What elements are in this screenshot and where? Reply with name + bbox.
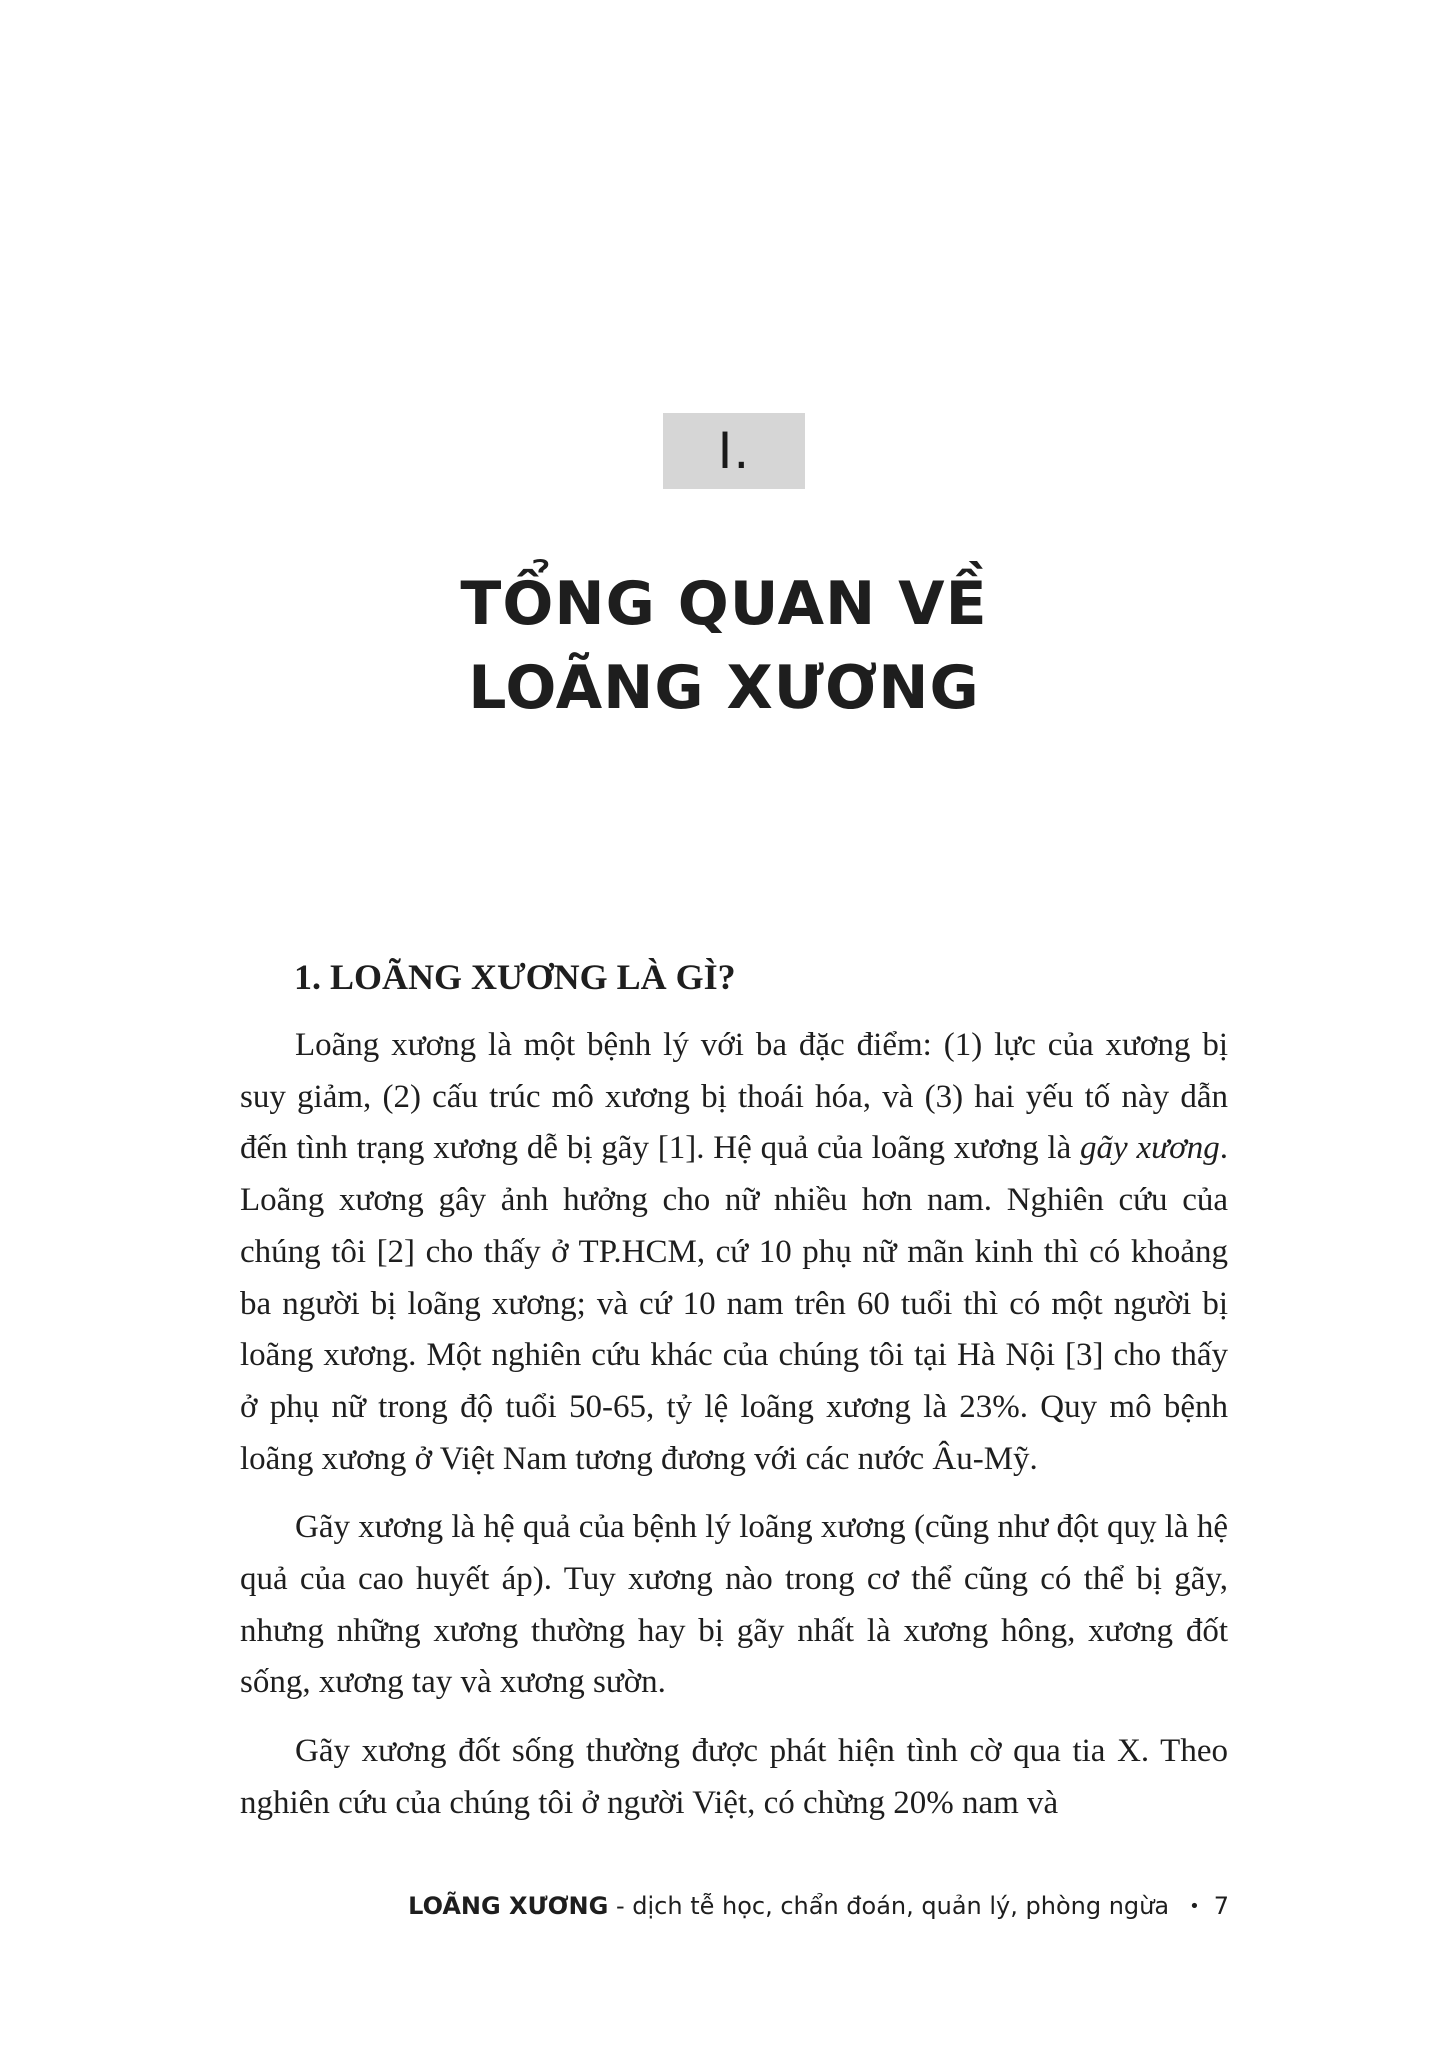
- footer-book-title: LOÃNG XƯƠNG: [408, 1892, 609, 1920]
- paragraph-1-text-a: Loãng xương là một bệnh lý với ba đặc điểm: (1) lực của xương bị suy giảm, (2) cấu trúc mô xương bị thoái hóa, và (3) hai yếu tố này dẫn đến tình trạng xương dễ bị gãy [1]. Hệ quả của loãng xương là: [240, 1027, 1228, 1167]
- footer-bullet: •: [1189, 1896, 1200, 1917]
- chapter-number-box: [663, 413, 805, 489]
- page-number: 7: [1213, 1892, 1229, 1920]
- paragraph-1: [240, 1020, 1228, 1485]
- paragraph-1-text-b: . Loãng xương gây ảnh hưởng cho nữ nhiều hơn nam. Nghiên cứu của chúng tôi [2] cho thấy ở TP.HCM, cứ 10 phụ nữ mãn kinh thì có khoảng ba người bị loãng xương; và cứ 10 nam trên 60 tuổi thì có một người bị loãng xương. Một nghiên cứu khác của chúng tôi tại Hà Nội [3] cho thấy ở phụ nữ trong độ tuổi 50-65, tỷ lệ loãng xương là 23%. Quy mô bệnh loãng xương ở Việt Nam tương đương với các nước Âu-Mỹ.: [240, 1130, 1229, 1477]
- chapter-number: I.: [717, 422, 751, 480]
- chapter-title-line-1: TỔNG QUAN VỀ: [460, 569, 988, 639]
- section-heading: 1. LOÃNG XƯƠNG LÀ GÌ?: [294, 957, 736, 997]
- paragraph-1-italic: gãy xương: [1080, 1130, 1220, 1167]
- page-footer: [408, 1886, 1229, 1927]
- paragraph-2: Gãy xương là hệ quả của bệnh lý loãng xương (cũng như đột quỵ là hệ quả của cao huyết áp). Tuy xương nào trong cơ thể cũng có thể bị gãy, nhưng những xương thường hay bị gãy nhất là xương hông, xương đốt sống, xương tay và xương sườn.: [240, 1509, 1228, 1701]
- chapter-title: [0, 562, 1448, 730]
- footer-subtitle: - dịch tễ học, chẩn đoán, quản lý, phòng ngừa: [608, 1892, 1170, 1920]
- chapter-title-line-2: LOÃNG XƯƠNG: [468, 653, 980, 723]
- body-text: [240, 1020, 1228, 1847]
- paragraph-3: Gãy xương đốt sống thường được phát hiện tình cờ qua tia X. Theo nghiên cứu của chúng tôi ở người Việt, có chừng 20% nam và: [240, 1733, 1228, 1821]
